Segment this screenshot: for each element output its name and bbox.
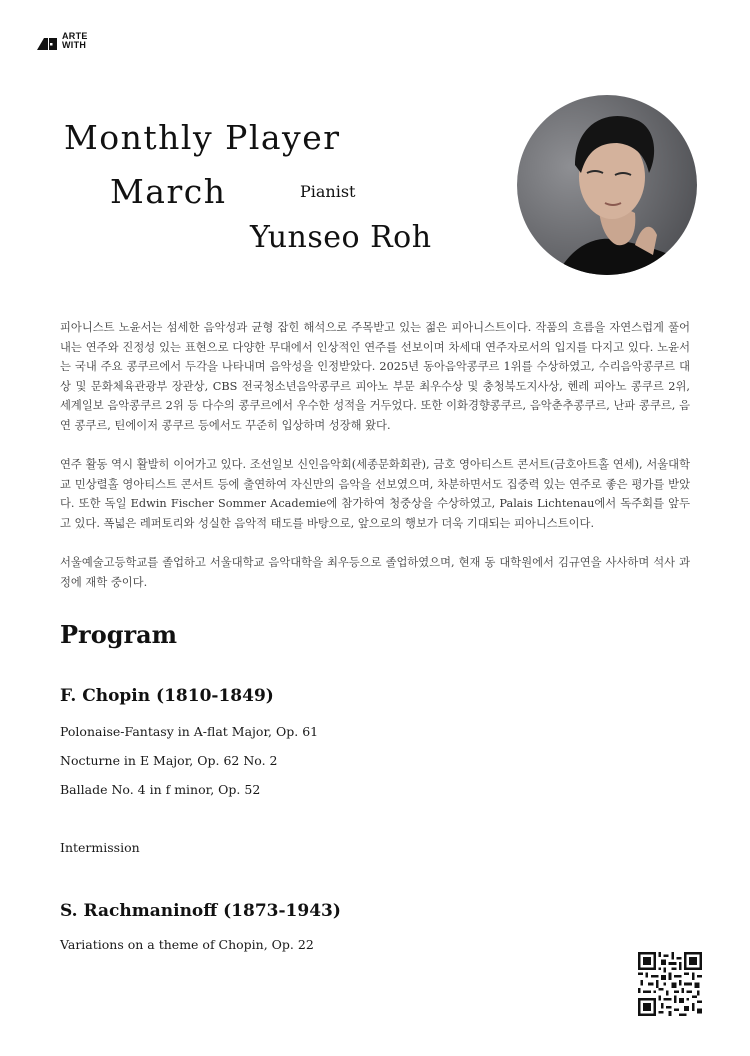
- bio-paragraph-3: 서울예술고등학교를 졸업하고 서울대학교 음악대학을 최우등으로 졸업하였으며, 현재 동 대학원에서 김규연을 사사하며 석사 과정에 재학 중이다.: [60, 556, 690, 589]
- brand-line1: ARTE: [62, 31, 88, 41]
- artewith-logo-icon: [36, 30, 58, 52]
- composer-chopin: F. Chopin (1810-1849): [60, 686, 274, 706]
- qr-code-icon[interactable]: [638, 952, 702, 1016]
- title-monthly-player: Monthly Player: [64, 118, 341, 157]
- intermission-label: Intermission: [60, 840, 140, 855]
- biography: [60, 318, 690, 612]
- bio-paragraph-2: 연주 활동 역시 활발히 이어가고 있다. 조선일보 신인음악회(세종문화회관), 금호 영아티스트 콘서트(금호아트홀 연세), 서울대학교 민상렬홀 영아티스트 콘서트 등에 출연하여 자신만의 음악을 선보였으며, 차분하면서도 집중력 있는 연주로 좋은 평가를 받았다. 또한 독일 Edwin Fischer Sommer Academie에 참가하여 청중상을 수상하였고, Palais Lichtenau에서 독주회를 앞두고 있다. 폭넓은 레퍼토리와 성실한 음악적 태도를 바탕으로, 앞으로의 행보가 더욱 기대되는 피아니스트이다.: [60, 458, 690, 530]
- program-item: Ballade No. 4 in f minor, Op. 52: [60, 782, 261, 797]
- program-item: Polonaise-Fantasy in A-flat Major, Op. 61: [60, 724, 319, 739]
- title-month: March: [110, 172, 227, 211]
- portrait-photo: [517, 95, 697, 275]
- brand-line2: WITH: [62, 40, 87, 50]
- composer-rachmaninoff: S. Rachmaninoff (1873-1943): [60, 901, 341, 921]
- brand-logo: [36, 30, 88, 52]
- program-item: Variations on a theme of Chopin, Op. 22: [60, 937, 314, 952]
- performer-name: Yunseo Roh: [250, 220, 432, 255]
- program-heading: Program: [60, 620, 178, 649]
- program-item: Nocturne in E Major, Op. 62 No. 2: [60, 753, 278, 768]
- performer-role: Pianist: [300, 182, 356, 201]
- brand-wordmark: [62, 32, 88, 50]
- bio-paragraph-1: 피아니스트 노윤서는 섬세한 음악성과 균형 잡힌 해석으로 주목받고 있는 젊은 피아니스트이다. 작품의 흐름을 자연스럽게 풀어내는 연주와 진정성 있는 표현으로 다양한 무대에서 인상적인 연주를 선보이며 차세대 연주자로서의 입지를 다지고 있다. 노윤서는 국내 주요 콩쿠르에서 두각을 나타내며 음악성을 인정받았다. 2025년 동아음악콩쿠르 1위를 수상하였고, 수리음악콩쿠르 대상 및 문화체육관광부 장관상, CBS 전국청소년음악콩쿠르 피아노 부문 최우수상 및 충청북도지사상, 헨레 피아노 콩쿠르 2위, 세계일보 음악콩쿠르 2위 등 다수의 콩쿠르에서 우수한 성적을 거두었다. 또한 이화경향콩쿠르, 음악춘추콩쿠르, 난파 콩쿠르, 음연 콩쿠르, 틴에이저 콩쿠르 등에서도 꾸준히 입상하며 성장해 왔다.: [60, 321, 690, 432]
